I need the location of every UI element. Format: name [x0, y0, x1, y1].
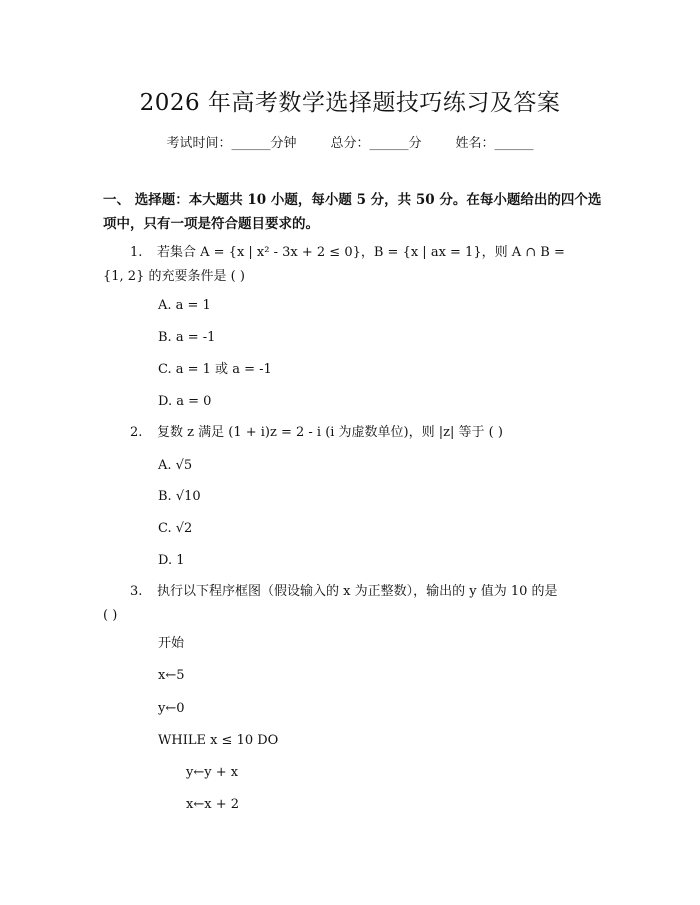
- question-text: 若集合 A = {x | x² - 3x + 2 ≤ 0}，B = {x | ax = 1}，则 A ∩ B =: [157, 245, 565, 260]
- program-line: y←y + x: [186, 765, 239, 780]
- question-text: 复数 z 满足 (1 + i)z = 2 - i (i 为虚数单位)，则 |z| 等于 ( ): [157, 425, 503, 440]
- option-b: B. a = -1: [158, 330, 216, 345]
- question-number: 1.: [130, 245, 143, 260]
- exam-info: [0, 132, 700, 151]
- option-a: A. a = 1: [158, 298, 211, 313]
- program-line: x←5: [158, 668, 185, 683]
- exam-name: 姓名：______: [455, 136, 534, 151]
- page-title: 2026 年高考数学选择题技巧练习及答案: [139, 90, 561, 116]
- option-a: A. √5: [158, 458, 193, 473]
- question-number: 2.: [130, 425, 143, 440]
- exam-total-score: 总分：______分: [330, 136, 422, 151]
- program-line: x←x + 2: [186, 797, 239, 812]
- program-line: WHILE x ≤ 10 DO: [158, 733, 279, 748]
- question-1: [103, 241, 603, 289]
- question-text: ( ): [103, 608, 118, 623]
- section-heading-line: 一、 选择题：本大题共 10 小题，每小题 5 分，共 50 分。在每小题给出的四个选: [103, 192, 602, 208]
- exam-time: 考试时间：______分钟: [166, 136, 297, 151]
- program-line: 开始: [158, 636, 185, 651]
- option-b: B. √10: [158, 489, 201, 504]
- option-d: D. a = 0: [158, 394, 212, 409]
- option-c: C. √2: [158, 521, 193, 536]
- option-c: C. a = 1 或 a = -1: [158, 362, 272, 377]
- section-heading: [103, 188, 603, 236]
- question-3: [103, 580, 603, 628]
- question-text: 执行以下程序框图（假设输入的 x 为正整数），输出的 y 值为 10 的是: [157, 584, 558, 599]
- program-line: y←0: [158, 701, 185, 716]
- question-2: [103, 421, 603, 445]
- question-text: {1, 2} 的充要条件是 ( ): [103, 269, 245, 284]
- section-heading-line: 项中，只有一项是符合题目要求的。: [103, 216, 319, 232]
- question-number: 3.: [130, 584, 143, 599]
- option-d: D. 1: [158, 553, 185, 568]
